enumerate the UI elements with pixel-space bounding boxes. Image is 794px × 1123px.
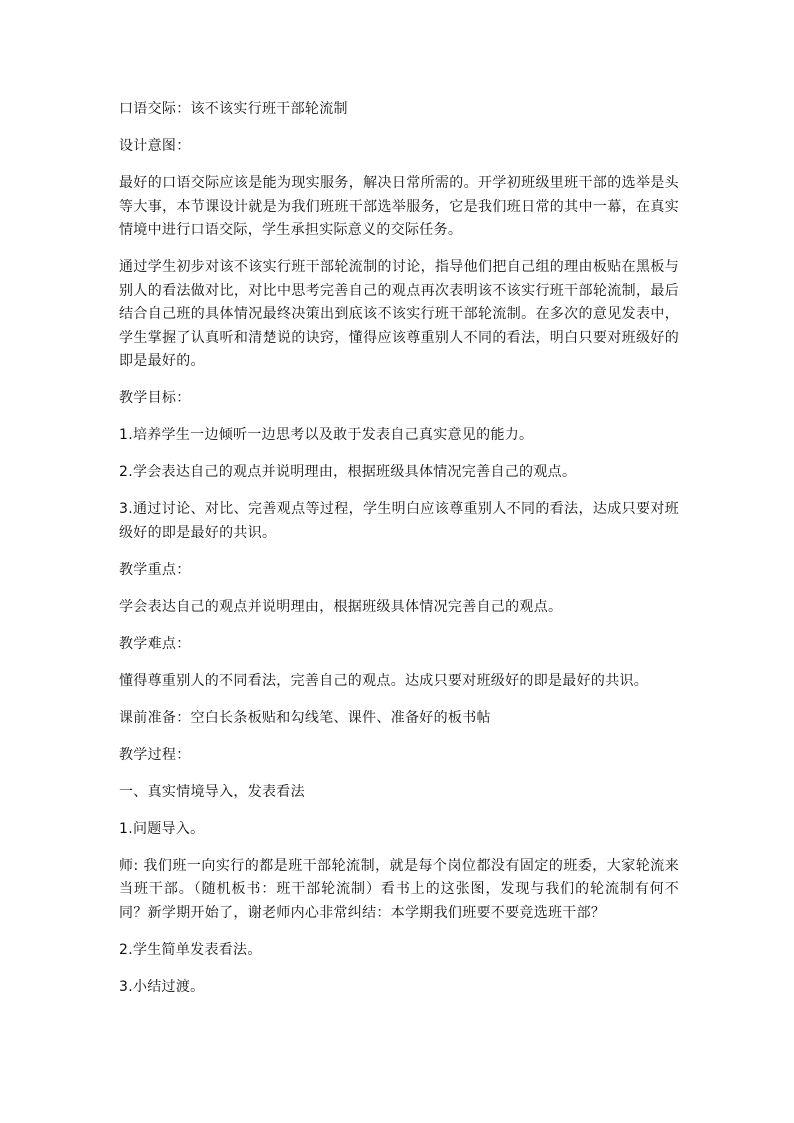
process-substep-1: 1.问题导入。 bbox=[119, 820, 205, 837]
section-heading-key-points: 教学重点： bbox=[119, 561, 191, 578]
section-heading-difficulties: 教学难点： bbox=[119, 635, 191, 652]
section-heading-design-intent: 设计意图： bbox=[119, 138, 191, 154]
section-heading-process: 教学过程： bbox=[119, 746, 191, 763]
process-substep-3: 3.小结过渡。 bbox=[119, 978, 205, 995]
section-heading-teaching-goals: 教学目标： bbox=[119, 390, 191, 406]
goal-item-2: 2.学会表达自己的观点并说明理由，根据班级具体情况完善自己的观点。 bbox=[119, 464, 577, 480]
paragraph-key-points: 学会表达自己的观点并说明理由，根据班级具体情况完善自己的观点。 bbox=[119, 598, 563, 615]
document-title: 口语交际：该不该实行班干部轮流制 bbox=[119, 101, 348, 117]
process-substep-2: 2.学生简单发表看法。 bbox=[119, 941, 262, 958]
paragraph-difficulties: 懂得尊重别人的不同看法，完善自己的观点。达成只要对班级好的即是最好的共识。 bbox=[119, 672, 649, 689]
process-step-heading-1: 一、真实情境导入，发表看法 bbox=[119, 783, 305, 800]
paragraph-design-intent-2: 通过学生初步对该不该实行班干部轮流制的讨论，指导他们把自己组的理由板贴在黑板与别人的看法做对比，对比中思考完善自己的观点再次表明该不该实行班干部轮流制，最后结合自己班的具体情况最终决策出到底该不该实行班干部轮流制。在多次的意见发表中，学生掌握了认真听和清楚说的诀窍，懂得应该尊重别人不同的看法，明白只要对班级好的即是最好的。 bbox=[119, 259, 679, 369]
goal-item-1: 1.培养学生一边倾听一边思考以及敢于发表自己真实意见的能力。 bbox=[119, 427, 534, 443]
paragraph-design-intent-1: 最好的口语交际应该是能为现实服务，解决日常所需的。开学初班级里班干部的选举是头等大事，本节课设计就是为我们班班干部选举服务，它是我们班日常的其中一幕，在真实情境中进行口语交际，学生承担实际意义的交际任务。 bbox=[119, 175, 679, 238]
paragraph-preparation: 课前准备：空白长条板贴和勾线笔、课件、准备好的板书帖 bbox=[119, 709, 491, 726]
document-page bbox=[119, 98, 679, 1013]
paragraph-teacher-speech: 师: 我们班一向实行的都是班干部轮流制，就是每个岗位都没有固定的班委，大家轮流来当班干部。（随机板书：班干部轮流制）看书上的这张图，发现与我们的轮流制有何不同？新学期开始了，谢老师内心非常纠结：本学期我们班要不要竞选班干部？ bbox=[119, 857, 679, 921]
goal-item-3: 3.通过讨论、对比、完善观点等过程，学生明白应该尊重别人不同的看法，达成只要对班级好的即是最好的共识。 bbox=[119, 501, 679, 541]
